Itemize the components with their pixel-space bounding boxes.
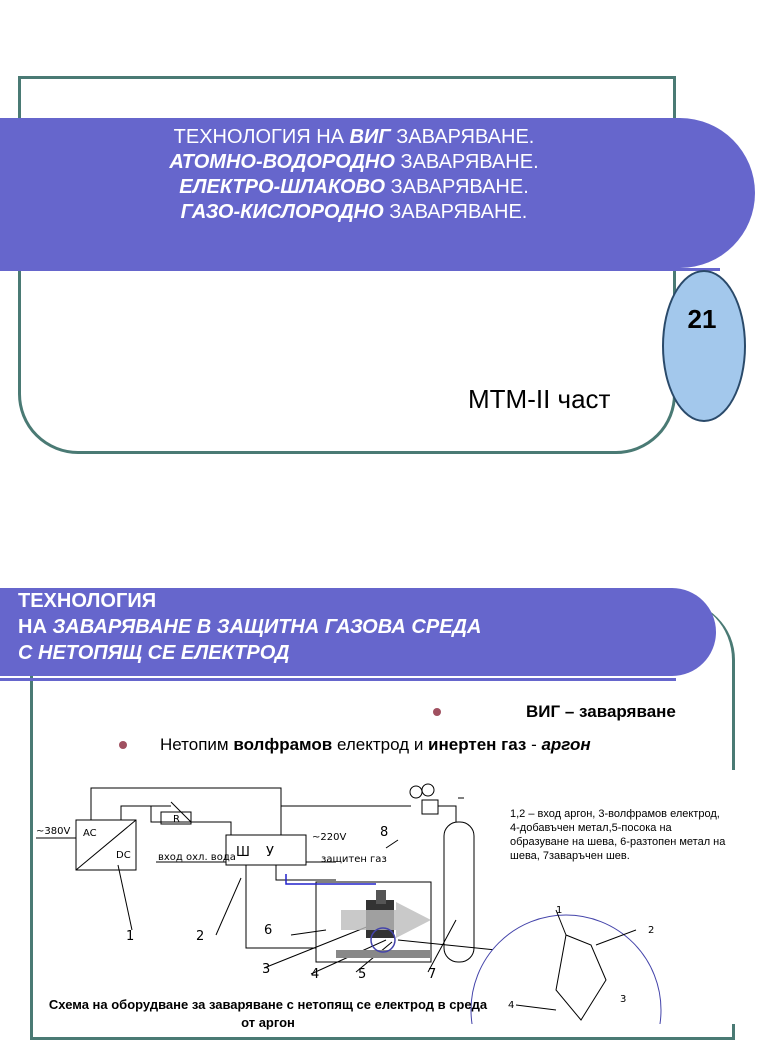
slide1-title-line: ЕЛЕКТРО-ШЛАКОВО ЗАВАРЯВАНЕ.	[179, 176, 529, 198]
schematic-legend: 1,2 – вход аргон, 3-волфрамов електрод, 4-добавъчен метал,5-посока на образуване на шева, 6-разтопен метал на шева, 7заваръчен шев.	[510, 808, 726, 862]
label-water: вход охл. вода	[158, 852, 236, 863]
slide1-banner-underline	[0, 268, 720, 271]
label-num-5: 5	[358, 967, 367, 982]
slide1-title	[0, 125, 708, 225]
label-ac: AC	[83, 828, 97, 839]
slide-number-oval	[662, 270, 746, 422]
svg-text:3: 3	[620, 994, 627, 1005]
bullet-dot	[119, 741, 127, 749]
bullet-tig-welding: ВИГ – заваряване	[526, 702, 676, 721]
svg-text:2: 2	[648, 925, 655, 936]
slide1-title-line: ГАЗО-КИСЛОРОДНО ЗАВАРЯВАНЕ.	[180, 201, 528, 223]
slide1-subtitle: МТМ-ІІ част	[468, 384, 611, 414]
svg-text:4: 4	[508, 1000, 515, 1011]
label-num-8: 8	[380, 825, 389, 840]
slide-number: 21	[687, 304, 717, 334]
gas-cylinder	[444, 822, 474, 962]
label-num-4: 4	[311, 967, 320, 982]
label-num-7: 7	[428, 967, 437, 982]
label-dc: DC	[116, 850, 131, 861]
schematic-caption: Схема на оборудване за заваряване с нетопящ се електрод в среда от аргон	[48, 997, 488, 1030]
slide1-title-line: АТОМНО-ВОДОРОДНО ЗАВАРЯВАНЕ.	[169, 151, 539, 173]
label-u: У	[266, 845, 274, 860]
label-num-3: 3	[262, 962, 271, 977]
label-num-2: 2	[196, 929, 205, 944]
label-gas: защитен газ	[321, 854, 387, 865]
label-r: R	[173, 814, 180, 825]
slide2-title-line2: НА ЗАВАРЯВАНЕ В ЗАЩИТНА ГАЗОВА СРЕДА	[18, 616, 482, 638]
svg-text:1: 1	[556, 905, 563, 916]
slide2-title	[18, 588, 481, 666]
workpiece-plate	[336, 950, 431, 958]
label-num-1: 1	[126, 929, 135, 944]
slide1-title-line: ТЕХНОЛОГИЯ НА ВИГ ЗАВАРЯВАНЕ.	[173, 126, 535, 148]
bullet-dot	[433, 708, 441, 716]
label-220v: ~220V	[312, 832, 347, 843]
slide2-title-line3: С НЕТОПЯЩ СЕ ЕЛЕКТРОД	[18, 642, 290, 664]
slide2-banner-underline	[0, 678, 676, 681]
bullet-electrode-gas: Нетопим волфрамов електрод и инертен газ - аргон	[160, 735, 591, 754]
slide2-title-line1: ТЕХНОЛОГИЯ	[18, 590, 157, 612]
label-380v: ~380V	[36, 826, 71, 837]
label-sh: Ш	[236, 845, 250, 860]
label-num-6: 6	[264, 923, 273, 938]
